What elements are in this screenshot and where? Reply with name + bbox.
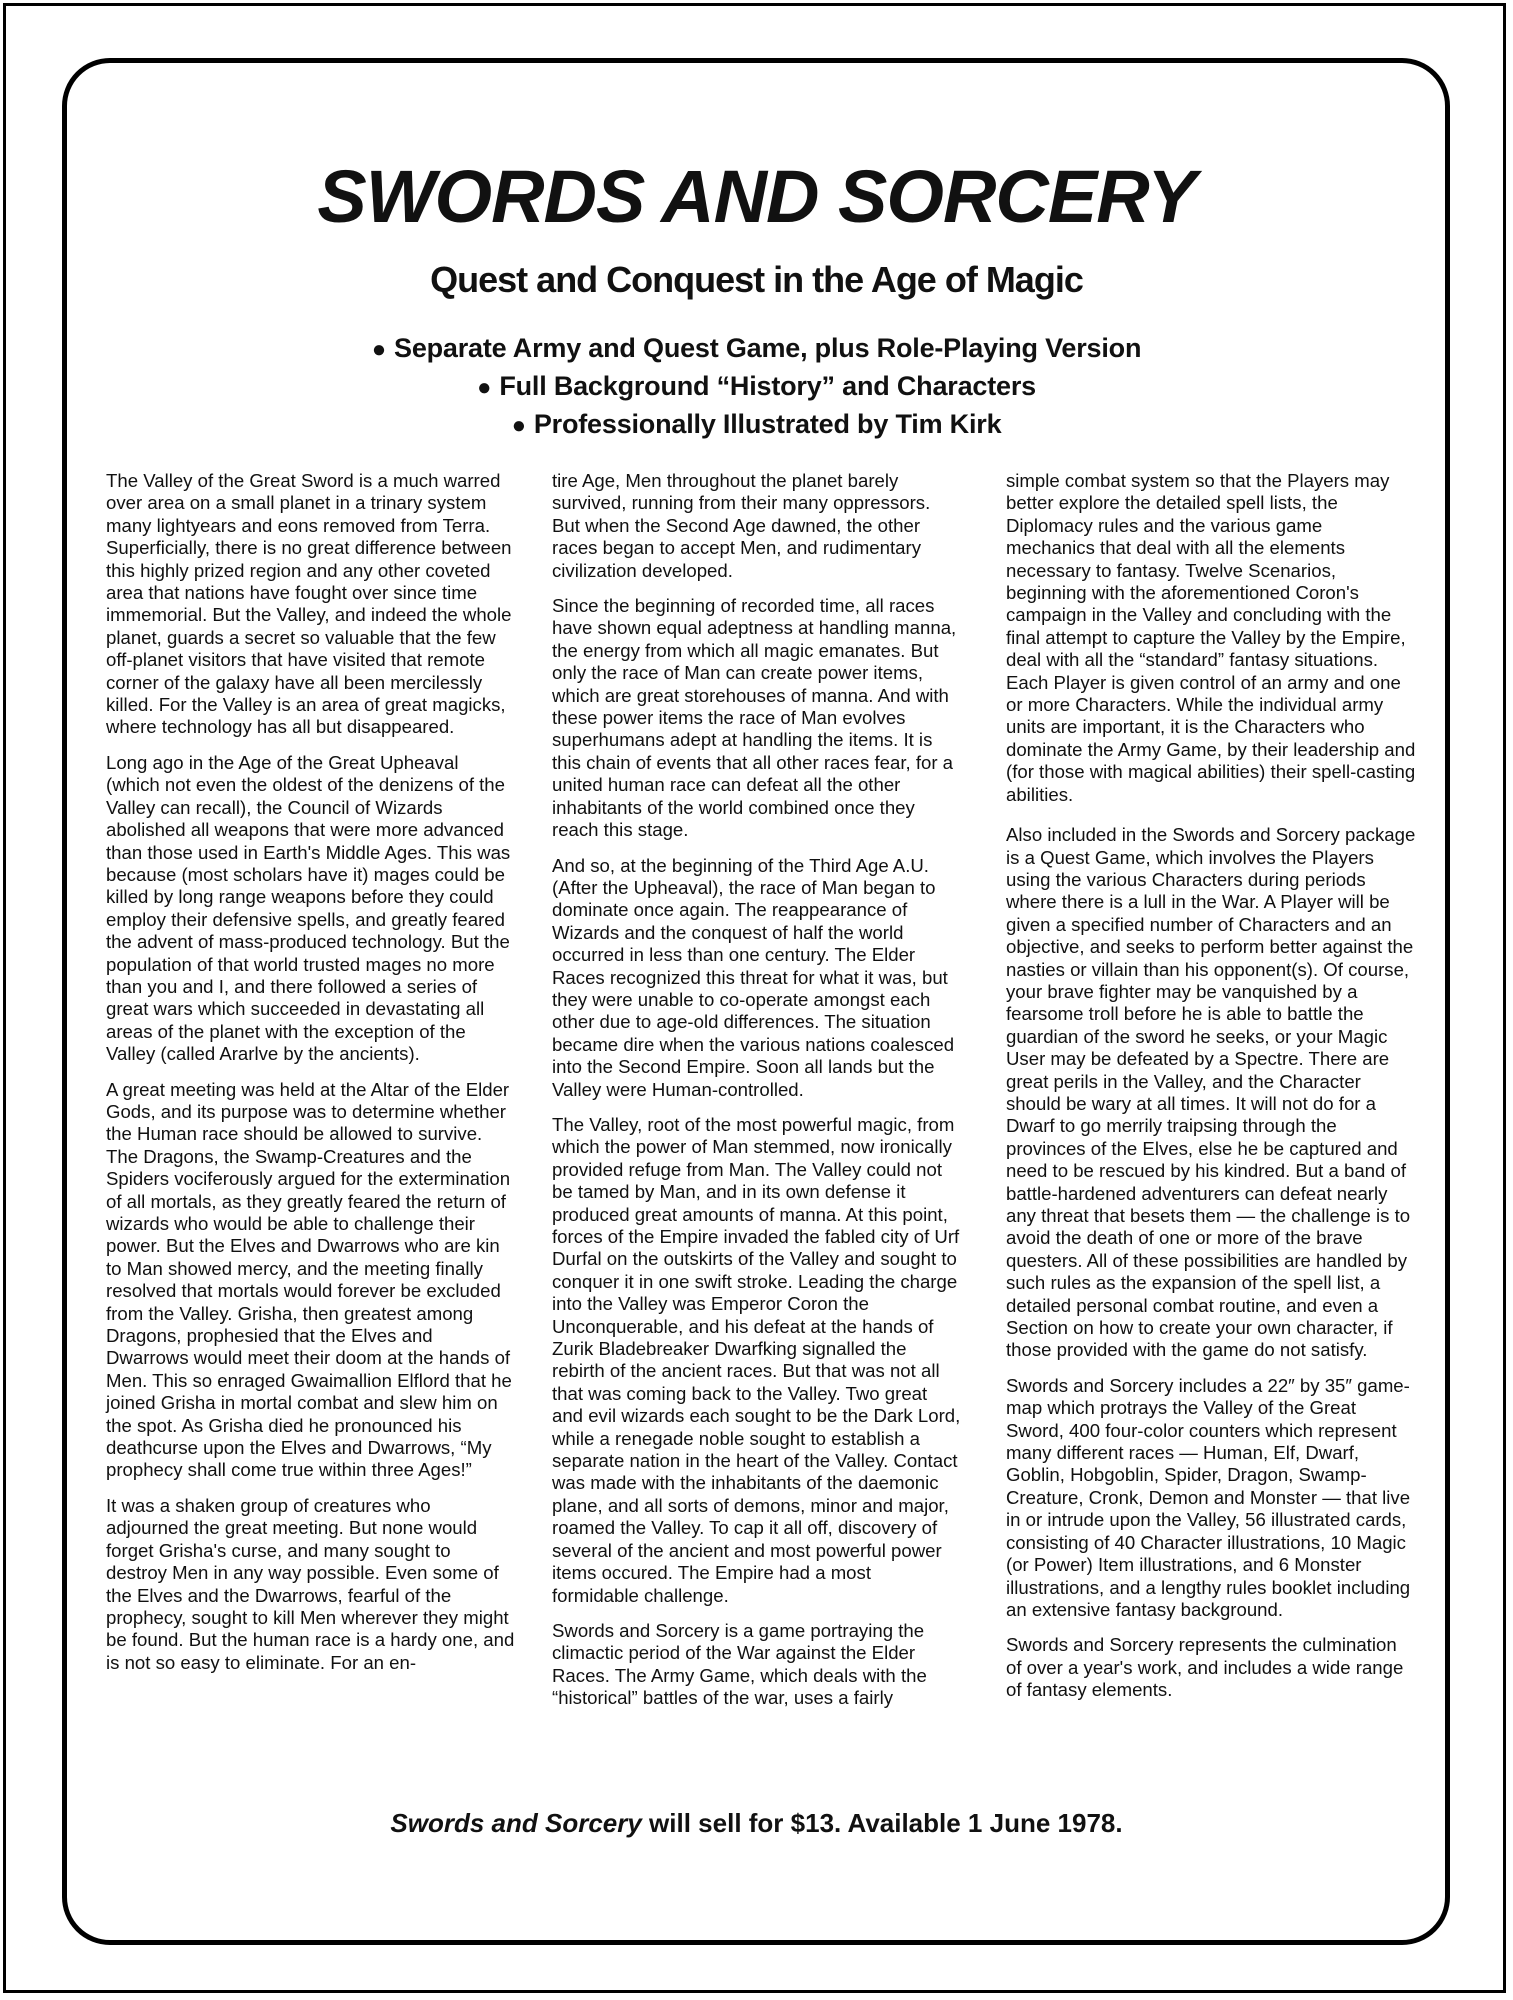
game-name: Swords and Sorcery — [390, 1808, 642, 1838]
paragraph: Also included in the Swords and Sorcery package is a Quest Game, which involves the Players using the various Characters during periods where there is a lull in the War. A Player will be given a specified number of Characters and an objective, and seeks to perform better against the nasties or villain than his opponent(s). Of course, your brave fighter may be vanquished by a fearsome troll before he is able to battle the guardian of the sword he seeks, or your Magic User may be defeated by a Spectre. There are great perils in the Valley, and the Character should be wary at all times. It will not do for a Dwarf to go merrily traipsing through the provinces of the Elves, else he be captured and need to be rescued by his kindred. But a band of battle-hardened adventurers can defeat nearly any threat that besets them — the challenge is to avoid the death of one or more of the brave questers. All of these possibilities are handled by such rules as the expansion of the spell list, a detailed personal combat routine, and even a Section on how to create your own character, if those provided with the game do not satisfy. — [1006, 824, 1416, 1361]
feature-text: Full Background “History” and Characters — [499, 371, 1036, 401]
paragraph: Long ago in the Age of the Great Upheaval (which not even the oldest of the denizens of the Valley can recall), the Council of Wizards abolished all weapons that were more advanced than those used in Earth's Middle Ages. This was because (most scholars have it) mages could be killed by long range weapons before they could employ their defensive spells, and greatly feared the advent of mass-produced technology. But the population of that world trusted mages no more than you and I, and there followed a series of great wars which succeeded in devastating all areas of the planet with the exception of the Valley (called Ararlve by the ancients). — [106, 751, 511, 1065]
paragraph: Since the beginning of recorded time, all races have shown equal adeptness at handling manna, the energy from which all magic emanates. But only the race of Man can create power items, which are great storehouses of manna. And with these power items the race of Man evolves superhumans adept at handling the items. It is this chain of events that all other races fear, for a united human race can defeat all the other inhabitants of the world combined once they reach this stage. — [552, 595, 957, 841]
paragraph: And so, at the beginning of the Third Age A.U. (After the Upheaval), the race of Man began to dominate once again. The reappearance of Wizards and the conquest of half the world occurred in less than one century. The Elder Races recognized this threat for what it was, but they were unable to co-operate amongst each other due to age-old differences. The situation became dire when the various nations coalesced into the Second Empire. Soon all lands but the Valley were Human-controlled. — [552, 854, 955, 1100]
paragraph: It was a shaken group of creatures who adjourned the great meeting. But none would forget Grisha's curse, and many sought to destroy Men in any way possible. Even some of the Elves and the Dwarrows, fearful of the prophecy, sought to kill Men wherever they might be found. But the human race is a hardy one, and is not so easy to eliminate. For an en- — [106, 1494, 515, 1673]
bullet-icon: ● — [477, 374, 492, 401]
price-text: will sell for $13. Available 1 June 1978. — [641, 1808, 1123, 1838]
paragraph: simple combat system so that the Players may better explore the detailed spell lists, the Diplomacy rules and the various game mechanics that deal with all the elements necessary to fantasy. Twelve Scenarios, beginning with the aforementioned Coron's campaign in the Valley and concluding with the final attempt to capture the Valley by the Empire, deal with all the “standard” fantasy situations. Each Player is given control of an army and one or more Characters. While the individual army units are important, it is the Characters who dominate the Army Game, by their leadership and (for those with magical abilities) their spell-casting abilities. — [1006, 470, 1416, 805]
feature-text: Professionally Illustrated by Tim Kirk — [533, 409, 1002, 439]
page-subtitle: Quest and Conquest in the Age of Magic — [430, 259, 1083, 300]
paragraph: The Valley of the Great Sword is a much warred over area on a small planet in a trinary system many lightyears and eons removed from Terra. Superficially, there is no great difference between this highly prized region and any other coveted area that nations have fought over since time immemorial. But the Valley, and indeed the whole planet, guards a secret so valuable that the few off-planet visitors that have visited that remote corner of the galaxy have all been mercilessly killed. For the Valley is an area of great magicks, where technology has all but disappeared. — [106, 470, 512, 738]
feature-item — [0, 406, 1513, 444]
paragraph: Swords and Sorcery includes a 22″ by 35″ game-map which protrays the Valley of the Great Sword, 400 four-color counters which represent many different races — Human, Elf, Dwarf, Goblin, Hobgoblin, Spider, Dragon, Swamp-Creature, Cronk, Demon and Monster — that live in or intrude upon the Valley, 56 illustrated cards, consisting of 40 Character illustrations, 10 Magic (or Power) Item illustrations, and 6 Monster illustrations, and a lengthy rules booklet including an extensive fantasy background. — [1006, 1374, 1411, 1620]
feature-text: Separate Army and Quest Game, plus Role-Playing Version — [394, 333, 1142, 363]
paragraph: A great meeting was held at the Altar of the Elder Gods, and its purpose was to determine whether the Human race should be allowed to survive. The Dragons, the Swamp-Creatures and the Spiders vociferously argued for the extermination of all mortals, as they greatly feared the return of wizards who would be able to challenge their power. But the Elves and Dwarrows who are kin to Man showed mercy, and the meeting finally resolved that mortals would forever be excluded from the Valley. Grisha, then greatest among Dragons, prophesied that the Elves and Dwarrows would meet their doom at the hands of Men. This so enraged Gwaimallion Elflord that he joined Grisha in mortal combat and slew him on the spot. As Grisha died he pronounced his deathcurse upon the Elves and Dwarrows, “My prophecy shall come true within three Ages!” — [106, 1078, 512, 1481]
bullet-icon: ● — [371, 336, 387, 363]
bullet-icon: ● — [511, 412, 526, 439]
page-title: SWORDS AND SORCERY — [317, 155, 1196, 238]
paragraph: Swords and Sorcery is a game portraying the climactic period of the War against the Elder Races. The Army Game, which deals with the “historical” battles of the war, uses a fairly — [552, 1619, 927, 1709]
feature-item — [0, 330, 1513, 368]
column-3 — [1006, 470, 1416, 1715]
paragraph: The Valley, root of the most powerful magic, from which the power of Man stemmed, now ironically provided refuge from Man. The Valley could not be tamed by Man, and in its own defense it produced great amounts of manna. At this point, forces of the Empire invaded the fabled city of Urf Durfal on the outskirts of the Valley and sought to conquer it in one swift stroke. Leading the charge into the Valley was Emperor Coron the Unconquerable, and his defeat at the hands of Zurik Bladebreaker Dwarfking signalled the rebirth of the ancient races. But that was not all that was coming back to the Valley. Two great and evil wizards each sought to be the Dark Lord, while a renegade noble sought to establish a separate nation in the heart of the Valley. Contact was made with the inhabitants of the daemonic plane, and all sorts of demons, minor and major, roamed the Valley. To cap it all off, discovery of several of the ancient and most powerful power items occured. The Empire had a most formidable challenge. — [552, 1113, 961, 1606]
feature-item — [0, 368, 1513, 406]
paragraph: tire Age, Men throughout the planet barely survived, running from their many oppressors. But when the Second Age dawned, the other races began to accept Men, and rudimentary civilization developed. — [552, 470, 931, 581]
column-1 — [106, 470, 516, 1687]
paragraph: Swords and Sorcery represents the culmination of over a year's work, and includes a wide range of fantasy elements. — [1006, 1634, 1404, 1701]
body-columns — [0, 470, 1513, 1850]
price-availability-line — [0, 1810, 1513, 1836]
feature-list — [0, 330, 1513, 444]
column-2 — [552, 470, 962, 1723]
